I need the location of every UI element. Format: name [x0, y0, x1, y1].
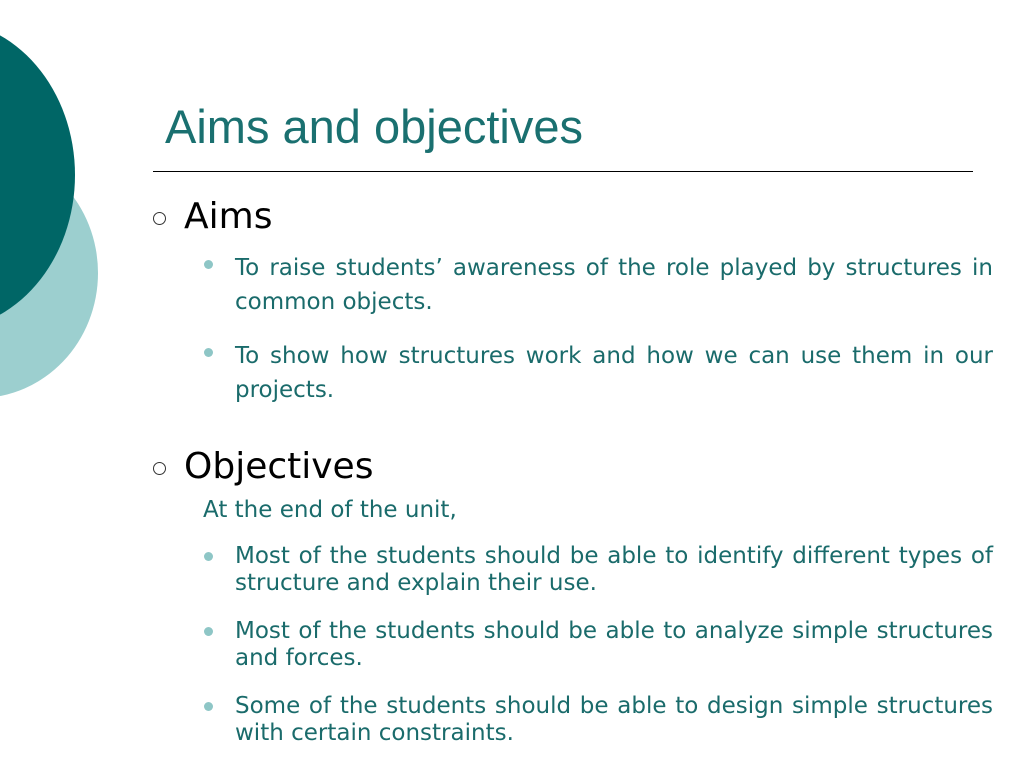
- dot-bullet-icon: [204, 260, 213, 269]
- aim-text-2: To show how structures work and how we can use them in our projects.: [235, 343, 993, 403]
- title-divider: [153, 171, 973, 172]
- hollow-circle-bullet-icon: [153, 212, 166, 225]
- hollow-circle-bullet-icon: [153, 462, 166, 475]
- objective-text-2: Most of the students should be able to analyze simple structures and forces.: [235, 618, 993, 671]
- list-item: [204, 693, 993, 747]
- section-aims: [153, 196, 272, 237]
- aim-text-1: To raise students’ awareness of the role played by structures in common objects.: [235, 255, 993, 315]
- list-item: [204, 339, 993, 407]
- section-heading-aims: Aims: [184, 196, 273, 237]
- section-heading-objectives: Objectives: [184, 446, 374, 487]
- slide-title: Aims and objectives: [165, 100, 583, 153]
- dot-bullet-icon: [204, 627, 213, 636]
- list-item: [204, 251, 993, 319]
- dot-bullet-icon: [204, 552, 213, 561]
- list-item: [204, 618, 993, 672]
- list-item: [204, 543, 993, 597]
- section-objectives: [153, 446, 373, 487]
- objective-text-1: Most of the students should be able to identify different types of structure and explain their use.: [235, 543, 993, 596]
- objective-text-3: Some of the students should be able to design simple structures with certain constraints.: [235, 693, 993, 746]
- dot-bullet-icon: [204, 348, 213, 357]
- dot-bullet-icon: [204, 702, 213, 711]
- objectives-intro: At the end of the unit,: [203, 497, 457, 523]
